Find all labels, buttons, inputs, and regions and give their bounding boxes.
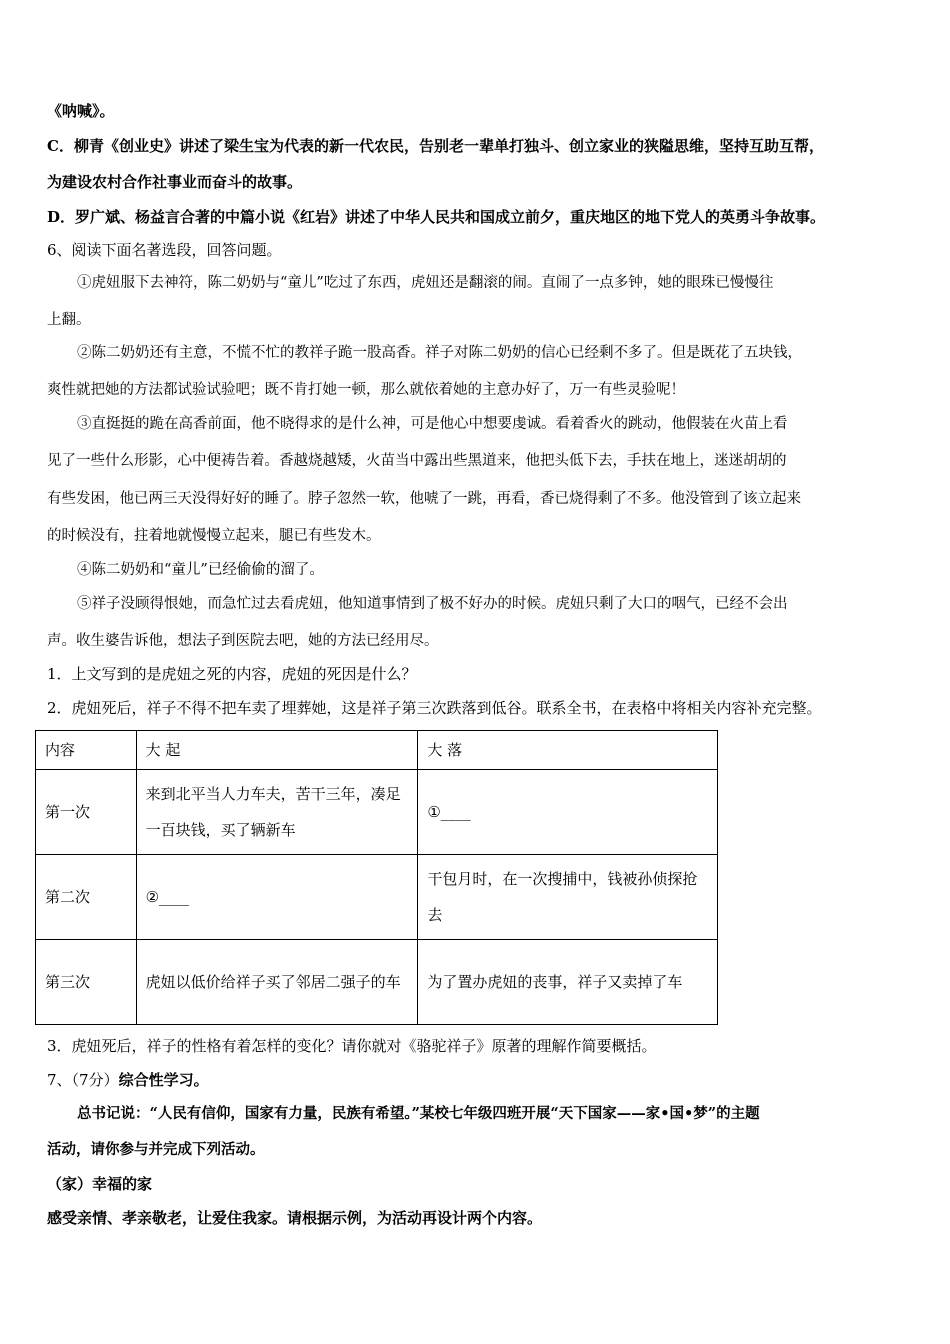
row-label: 第三次: [36, 940, 137, 1025]
fall-cell-blank[interactable]: ①____: [418, 770, 718, 855]
quote-line1: 总书记说：“人民有信仰，国家有力量，民族有希望。”某校七年级四班开展“天下国家——家•国•梦”的主题: [77, 1105, 760, 1122]
sub-question-1: 1．上文写到的是虎妞之死的内容，虎妞的死因是什么？: [47, 665, 417, 683]
option-d: D．罗广斌、杨益言合著的中篇小说《红岩》讲述了中华人民共和国成立前夕，重庆地区的地下党人的英勇斗争故事。: [47, 208, 826, 226]
option-c-line1: C．柳青《创业史》讲述了梁生宝为代表的新一代农民，告别老一辈单打独斗、创立家业的狭隘思维，坚持互助互帮，: [47, 137, 824, 155]
table-row: [36, 940, 718, 1025]
section-home-instruction: 感受亲情、孝亲敬老，让爱住我家。请根据示例，为活动再设计两个内容。: [47, 1209, 543, 1227]
sub-question-3: 3．虎妞死后，祥子的性格有着怎样的变化？请你就对《骆驼祥子》原著的理解作简要概括。: [47, 1037, 657, 1055]
table-row: [36, 770, 718, 855]
section-home-title: （家）幸福的家: [47, 1175, 153, 1193]
passage-2-line1: ②陈二奶奶还有主意，不慌不忙的教祥子跪一股高香。祥子对陈二奶奶的信心已经剩不多了。但是既花了五块钱，: [77, 345, 802, 361]
passage-4: ④陈二奶奶和“童儿”已经偷偷的溜了。: [77, 562, 324, 578]
row-label: 第二次: [36, 855, 137, 940]
sub-question-2: 2．虎妞死后，祥子不得不把车卖了埋葬她，这是祥子第三次跌落到低谷。联系全书，在表格中将相关内容补充完整。: [47, 699, 822, 717]
table-header-row: [36, 731, 718, 770]
passage-1-line1: ①虎妞服下去神符，陈二奶奶与“童儿”吃过了东西，虎妞还是翻滚的闹。直闹了一点多钟，她的眼珠已慢慢往: [77, 275, 774, 291]
question-7-score: 7、（7分）: [47, 1071, 119, 1089]
question-7-number: [47, 1070, 209, 1090]
option-c-line2: 为建设农村合作社事业而奋斗的故事。: [47, 173, 303, 191]
passage-3-line4: 的时候没有，拄着地就慢慢立起来，腿已有些发木。: [47, 528, 381, 544]
fall-cell: 为了置办虎妞的丧事，祥子又卖掉了车: [418, 940, 718, 1025]
table-row: [36, 855, 718, 940]
rise-cell-blank[interactable]: ②____: [136, 855, 418, 940]
text-line: 《呐喊》。: [47, 102, 115, 120]
rise-cell: 虎妞以低价给祥子买了邻居二强子的车: [136, 940, 418, 1025]
passage-3-line2: 见了一些什么形影，心中便祷告着。香越烧越矮，火苗当中露出些黑道来，他把头低下去，手扶在地上，迷迷胡胡的: [47, 453, 787, 469]
passage-3-line3: 有些发困，他已两三天没得好好的睡了。脖子忽然一软，他唬了一跳，再看，香已烧得剩了不多。他没管到了该立起来: [47, 491, 801, 507]
passage-1-line2: 上翻。: [47, 312, 91, 328]
header-content: 内容: [36, 731, 137, 770]
passage-3-line1: ③直挺挺的跪在高香前面，他不晓得求的是什么神，可是他心中想要虔诚。看着香火的跳动，他假装在火苗上看: [77, 416, 788, 432]
fall-cell: 干包月时，在一次搜捕中，钱被孙侦探抢去: [418, 855, 718, 940]
xiangzi-rise-fall-table: [35, 730, 718, 1025]
passage-5-line1: ⑤祥子没顾得恨她，而急忙过去看虎妞，他知道事情到了极不好办的时候。虎妞只剩了大口的咽气，已经不会出: [77, 596, 788, 612]
passage-2-line2: 爽性就把她的方法都试验试验吧；既不肯打她一顿，那么就依着她的主意办好了，万一有些灵验呢！: [47, 382, 685, 398]
question-7-title: 综合性学习。: [118, 1071, 209, 1089]
header-rise: 大 起: [136, 731, 418, 770]
row-label: 第一次: [36, 770, 137, 855]
quote-line2: 活动，请你参与并完成下列活动。: [47, 1141, 265, 1158]
question-6-heading: 6、阅读下面名著选段，回答问题。: [47, 241, 282, 259]
rise-cell: 来到北平当人力车夫，苦干三年，凑足一百块钱，买了辆新车: [136, 770, 418, 855]
header-fall: 大 落: [418, 731, 718, 770]
passage-5-line2: 声。收生婆告诉他，想法子到医院去吧，她的方法已经用尽。: [47, 633, 439, 649]
